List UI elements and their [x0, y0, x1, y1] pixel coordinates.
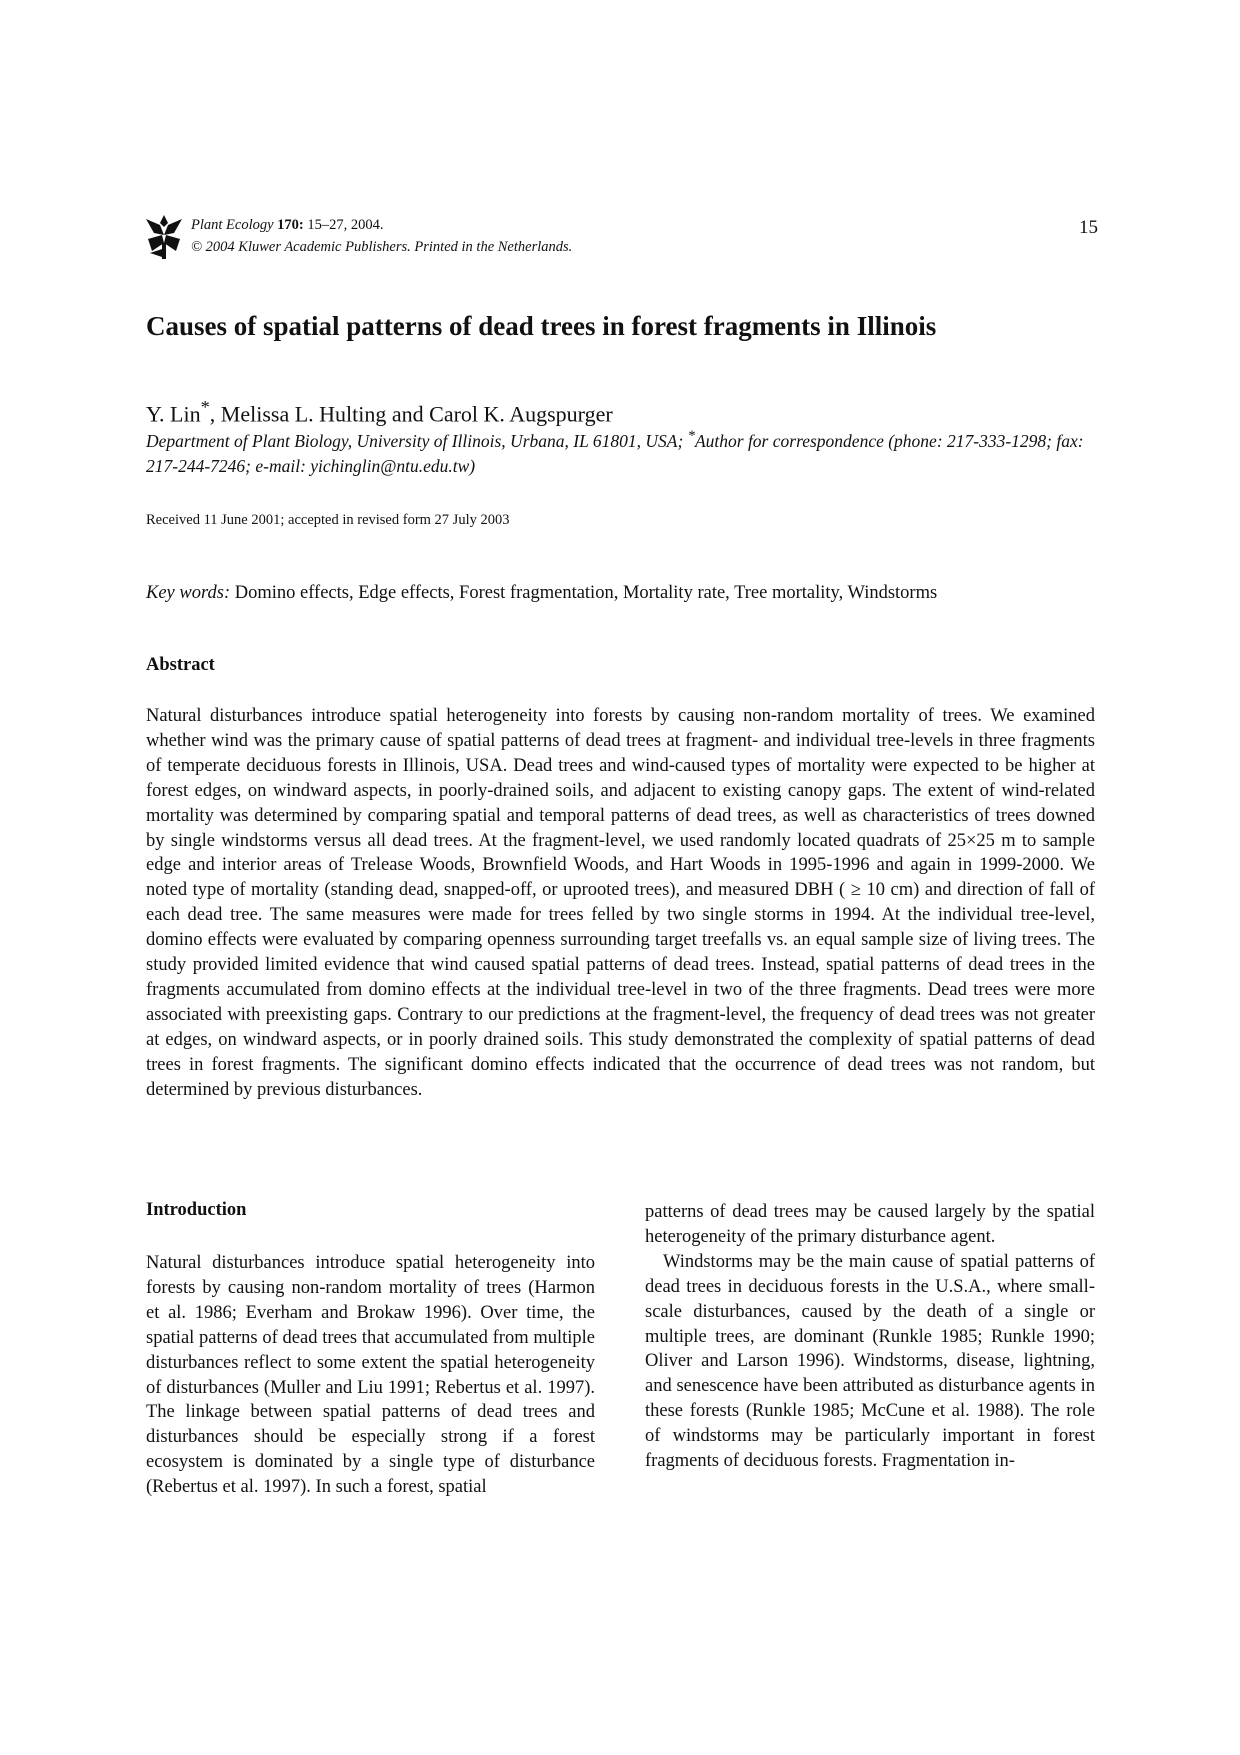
affiliation-mark: *	[687, 428, 695, 444]
journal-info	[191, 214, 572, 258]
journal-volume: 170:	[277, 217, 304, 233]
copyright-line: © 2004 Kluwer Academic Publishers. Printed in the Netherlands.	[191, 239, 573, 255]
page-number: 15	[1079, 217, 1098, 238]
corresponding-author-mark: *	[200, 397, 210, 417]
introduction-heading: Introduction	[146, 1200, 247, 1220]
abstract-text: Natural disturbances introduce spatial heterogeneity into forests by causing non-random mortality of trees. We examined whether wind was the primary cause of spatial patterns of dead trees at fragment- and individual tree-levels in three fragments of temperate deciduous forests in Illinois, USA. Dead trees and wind-caused types of mortality were expected to be higher at forest edges, on windward aspects, in poorly-drained soils, and adjacent to existing canopy gaps. The extent of wind-related mortality was determined by comparing spatial and temporal patterns of dead trees, as well as characteristics of trees downed by single windstorms versus all dead trees. At the fragment-level, we used randomly located quadrats of 25×25 m to sample edge and interior areas of Trelease Woods, Brownfield Woods, and Hart Woods in 1995-1996 and again in 1999-2000. We noted type of mortality (standing dead, snapped-off, or uprooted trees), and measured DBH ( ≥ 10 cm) and direction of fall of each dead tree. The same measures were made for trees felled by two single storms in 1994. At the individual tree-level, domino effects were evaluated by comparing openness surrounding target treefalls vs. an equal sample size of living trees. The study provided limited evidence that wind caused spatial patterns of dead trees. Instead, spatial patterns of dead trees in the fragments accumulated from domino effects at the individual tree-level in two of the three fragments. Dead trees were more associated with preexisting gaps. Contrary to our predictions at the fragment-level, the frequency of dead trees was not greater at edges, on windward aspects, or in poorly drained soils. This study demonstrated the complexity of spatial patterns of dead trees in forest fragments. The significant domino effects indicated that the occurrence of dead trees was not random, but determined by previous disturbances.	[146, 706, 1095, 1100]
article-title: Causes of spatial patterns of dead trees in forest fragments in Illinois	[146, 311, 937, 341]
journal-citation	[191, 214, 572, 236]
intro-right-paragraph-2: Windstorms may be the main cause of spatial patterns of dead trees in deciduous forests in the U.S.A., where small-scale disturbances, caused by the death of a single or multiple trees, are dominant (Runkle 1985; Runkle 1990; Oliver and Larson 1996). Windstorms, disease, lightning, and senescence have been attributed as disturbance agents in these forests (Runkle 1985; McCune et al. 1988). The role of windstorms may be particularly important in forest fragments of deciduous forests. Fragmentation in-	[645, 1251, 1095, 1472]
keywords	[146, 580, 1106, 606]
publisher-logo-icon	[146, 213, 182, 259]
intro-right-paragraph-1: patterns of dead trees may be caused largely by the spatial heterogeneity of the primary disturbance agent.	[645, 1202, 1095, 1247]
journal-name: Plant Ecology	[191, 217, 274, 233]
journal-pages: 15–27, 2004.	[307, 217, 384, 233]
affiliation	[146, 424, 1106, 479]
received-dates: Received 11 June 2001; accepted in revised form 27 July 2003	[146, 512, 510, 528]
keywords-label: Key words:	[146, 583, 231, 603]
abstract-heading: Abstract	[146, 655, 215, 675]
author-first: Y. Lin	[146, 401, 201, 427]
introduction-right-column	[645, 1200, 1095, 1474]
keywords-list: Domino effects, Edge effects, Forest fragmentation, Mortality rate, Tree mortality, Windstorms	[234, 583, 938, 603]
affiliation-part-a: Department of Plant Biology, University of Illinois, Urbana, IL 61801, USA;	[146, 430, 688, 451]
author-rest: , Melissa L. Hulting and Carol K. Augspurger	[209, 401, 613, 427]
affiliation-part-b: Author for correspondence (phone: 217-333-1298; fax: 217-244-7246; e-mail: yichinglin@ntu.edu.tw)	[146, 430, 1084, 476]
introduction-left-column: Natural disturbances introduce spatial heterogeneity into forests by causing non-random mortality of trees (Harmon et al. 1986; Everham and Brokaw 1996). Over time, the spatial patterns of dead trees that accumulated from multiple disturbances reflect to some extent the spatial heterogeneity of disturbances (Muller and Liu 1991; Rebertus et al. 1997). The linkage between spatial patterns of dead trees and disturbances should be especially strong if a forest ecosystem is dominated by a single type of disturbance (Rebertus et al. 1997). In such a forest, spatial	[146, 1253, 595, 1498]
